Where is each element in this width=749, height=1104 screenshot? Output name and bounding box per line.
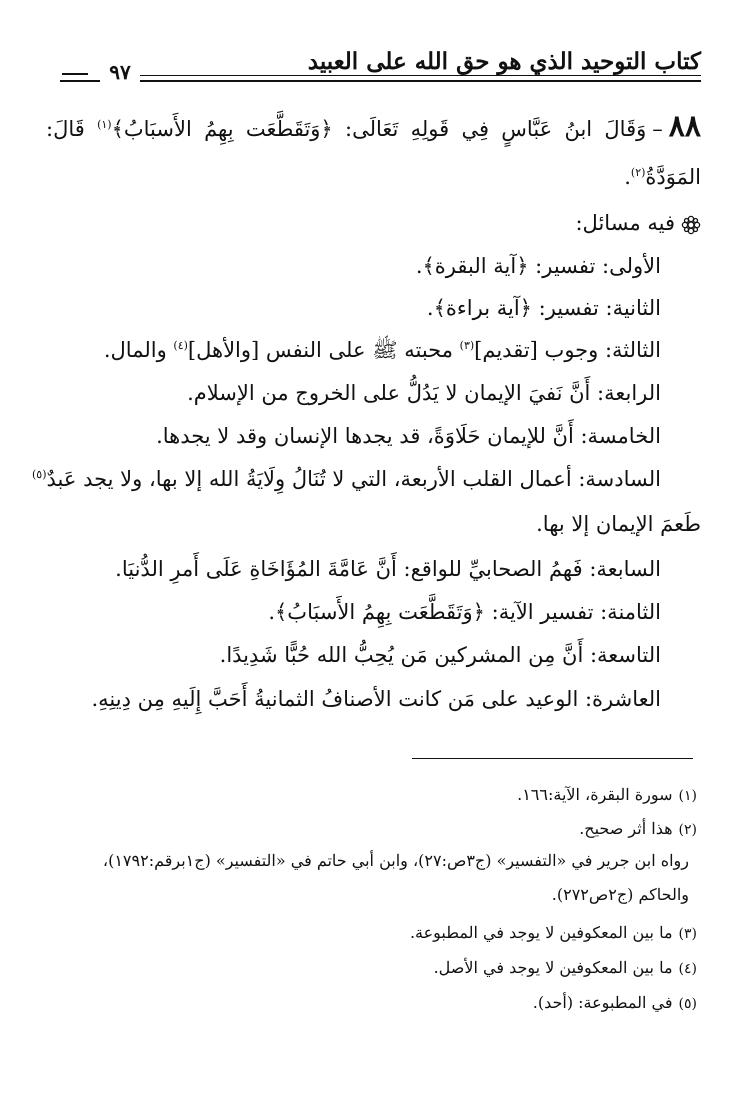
footnote-continuation xyxy=(46,848,689,874)
entry-text-1: وَقَالَ ابنُ عَبَّاسٍ فِي قَولِهِ تَعَالَى: ﴿وَتَقَطَّعَت بِهِمُ الأَسبَابُ﴾ xyxy=(111,117,647,141)
ornament-flower-icon xyxy=(681,215,701,235)
footnote-ref-2: (٢) xyxy=(630,166,646,179)
footnote xyxy=(410,920,697,947)
footnote xyxy=(434,955,697,982)
footnote-number: (٤) xyxy=(678,961,697,977)
issue-text-part: الثالثة: وجوب [تقديم] xyxy=(474,338,661,362)
footnote-number: (٥) xyxy=(678,996,697,1012)
footnote-separator xyxy=(412,758,693,759)
entry-text-2: المَوَدَّةُ xyxy=(645,165,701,189)
header-rule-thick xyxy=(60,80,701,82)
footnote-text: في المطبوعة: (أحد). xyxy=(532,993,673,1012)
issue-item xyxy=(32,464,661,494)
issues-heading-line xyxy=(575,208,701,238)
footnote-number: (٣) xyxy=(678,926,697,942)
footnote-text: ما بين المعكوفين لا يوجد في المطبوعة. xyxy=(409,923,673,942)
footnote xyxy=(517,782,697,809)
footnote-ref-5: (٥) xyxy=(32,468,47,481)
footnote-number: (١) xyxy=(678,788,697,804)
issue-item: الرابعة: أَنَّ نَفيَ الإيمان لا يَدُلُّ على الخروج من الإسلام. xyxy=(187,381,661,405)
issue-item-continuation: طَعمَ الإيمان إلا بها. xyxy=(536,512,701,536)
footnote-text: رواه ابن جرير في «التفسير» (ج٣ص:٢٧)، وابن أبي حاتم في «التفسير» (ج١برقم:١٧٩٢)، xyxy=(102,851,689,870)
issue-item xyxy=(104,335,661,365)
header-rule-thin xyxy=(140,75,701,76)
footnote-continuation xyxy=(552,882,689,908)
footnote-text: سورة البقرة، الآية:١٦٦. xyxy=(517,785,673,804)
footnote-text: هذا أثر صحيح. xyxy=(579,819,673,838)
entry-dash: – xyxy=(652,117,663,141)
issue-text-part: محبته ﷺ على النفس [والأهل] xyxy=(187,338,460,362)
footnote-ref-4: (٤) xyxy=(173,339,188,352)
entry-line-2 xyxy=(624,162,701,192)
footnote-text: والحاكم (ج٢ص٢٧٢). xyxy=(551,885,689,904)
entry-line-1 xyxy=(46,109,701,144)
footnote xyxy=(579,816,697,843)
issue-item: الثامنة: تفسير الآية: ﴿وَتَقَطَّعَت بِهِمُ الأَسبَابُ﴾. xyxy=(268,600,661,624)
page-number-mark-top xyxy=(62,73,88,75)
issue-text-part: السادسة: أعمال القلب الأربعة، التي لا تُنَالُ وِلَايَةُ الله إلا بها، ولا يجد عَبدٌ xyxy=(46,467,661,491)
entry-text-1-end: قَالَ: xyxy=(46,117,85,141)
page-number-mark-bottom xyxy=(62,80,88,82)
page-number: ٩٧ xyxy=(100,60,140,84)
footnote-text: ما بين المعكوفين لا يوجد في الأصل. xyxy=(433,958,673,977)
issue-text-part: والمال. xyxy=(103,338,174,362)
footnote-ref-3: (٣) xyxy=(459,339,475,352)
running-header-title: كتاب التوحيد الذي هو حق الله على العبيد xyxy=(307,48,701,75)
footnote-number: (٢) xyxy=(678,822,697,838)
issue-item: الخامسة: أَنَّ للإيمان حَلَاوَةً، قد يجدها الإنسان وقد لا يجدها. xyxy=(156,424,661,448)
entry-number: ٨٨ xyxy=(668,109,701,144)
issue-item: الأولى: تفسير: ﴿آية البقرة﴾. xyxy=(415,254,661,278)
footnote xyxy=(533,990,697,1017)
issue-item: الثانية: تفسير: ﴿آية براءة﴾. xyxy=(426,296,661,320)
footnote-ref-1: (١) xyxy=(97,118,112,131)
issue-item: السابعة: فَهمُ الصحابيِّ للواقع: أَنَّ عَامَّةَ المُؤَاخَاةِ عَلَى أَمرِ الدُّنيَا. xyxy=(115,557,661,581)
entry-text-2-end: . xyxy=(624,165,631,189)
issue-item: التاسعة: أَنَّ مِن المشركين مَن يُحِبُّ الله حُبًّا شَدِيدًا. xyxy=(219,643,661,667)
issues-heading: فيه مسائل: xyxy=(575,211,675,235)
issue-item: العاشرة: الوعيد على مَن كانت الأصنافُ الثمانيةُ أَحَبَّ إِلَيهِ مِن دِينِهِ. xyxy=(91,687,661,711)
